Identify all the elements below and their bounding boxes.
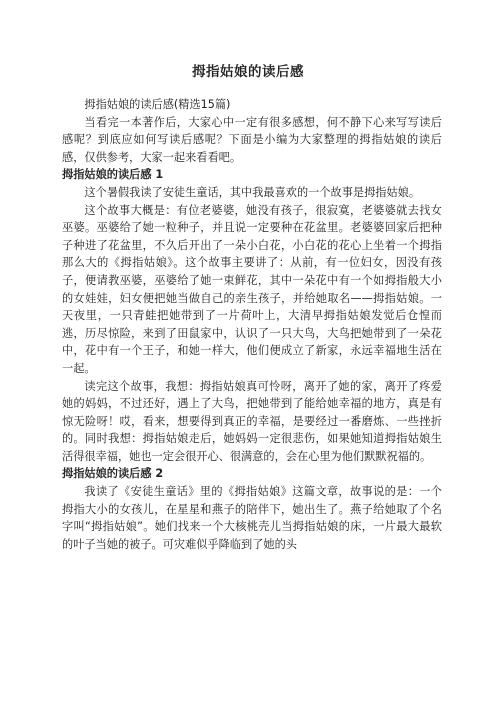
intro-paragraph: 当看完一本著作后，大家心中一定有很多感想，何不静下心来写写读后感呢？到底应如何写读后感呢？下面是小编为大家整理的拇指姑娘的读后感，仅供参考，大家一起来看看吧。 xyxy=(62,115,442,164)
section-1-paragraph-3: 读完这个故事，我想：拇指姑娘真可怜呀，离开了她的家，离开了疼爱她的妈妈，不过还好，遇上了大鸟，把她带到了能给她幸福的地方，真是有惊无险呀！哎，看来，想要得到真正的幸福，是要经过一番磨炼、一些挫折的。同时我想：拇指姑娘走后，她妈妈一定很悲伤，如果她知道拇指姑娘生活得很幸福，她也一定会很开心、很满意的，会在心里为他们默默祝福的。 xyxy=(62,379,442,463)
document-body xyxy=(62,96,442,553)
section-1-paragraph-1: 这个暑假我读了安徒生童话，其中我最喜欢的一个故事是拇指姑娘。 xyxy=(84,185,421,199)
section-1-paragraph-2: 这个故事大概是：有位老婆婆，她没有孩子，很寂寞，老婆婆就去找女巫婆。巫婆给了她一粒种子，并且说一定要种在花盆里。老婆婆回家后把种子种进了花盆里，不久后开出了一朵小白花，小白花的花心上坐着一个拇指那么大的《拇指姑娘》。这个故事主要讲了：从前，有一位妇女，因没有孩子，便请教巫婆，巫婆给了她一束鲜花，其中一朵花中有一个如拇指般大小的女娃娃，妇女便把她当做自己的亲生孩子，并给她取名——拇指姑娘。一天夜里，一只青蛙把她带到了一片荷叶上，大清早拇指姑娘发觉后仓惶而逃，历尽惊险，来到了田鼠家中，认识了一只大鸟，大鸟把她带到了一朵花中，花中有一个王子，和她一样大，他们便成立了新家，永远幸福地生活在一起。 xyxy=(62,203,442,375)
document-title: 拇指姑娘的读后感 xyxy=(192,64,304,80)
section-heading-1: 拇指姑娘的读后感 1 xyxy=(62,168,164,182)
section-heading-2: 拇指姑娘的读后感 2 xyxy=(62,467,164,481)
document-subtitle: 拇指姑娘的读后感(精选15篇) xyxy=(84,98,231,111)
section-2-paragraph-1: 我读了《安徒生童话》里的《拇指姑娘》这篇文章，故事说的是：一个拇指大小的女孩儿，在星星和燕子的陪伴下，她出生了。燕子给她取了个名字叫“拇指姑娘”。她们找来一个大核桃壳儿当拇指姑娘的床，一片最大最软的叶子当她的被子。可灾难似乎降临到了她的头 xyxy=(62,485,442,551)
